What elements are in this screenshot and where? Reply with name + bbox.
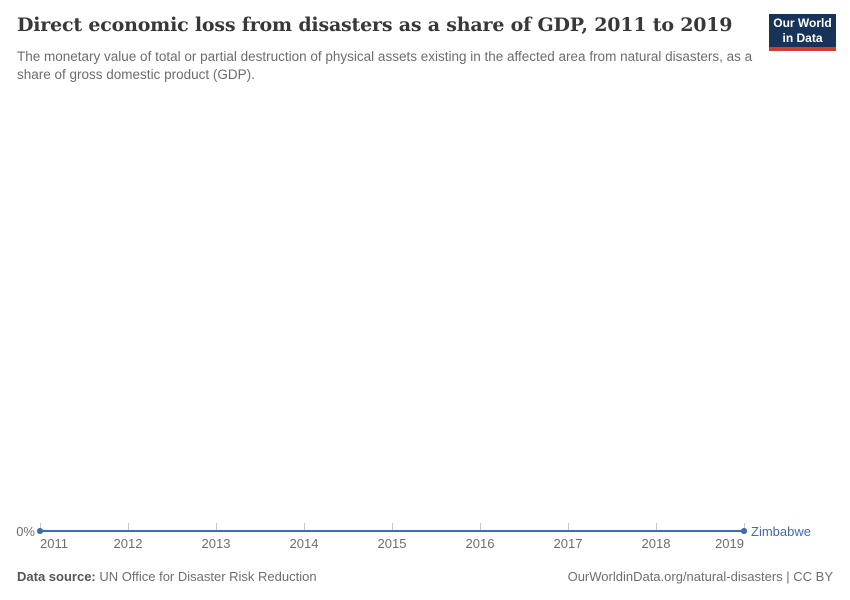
x-axis-tick-label: 2015 <box>377 536 407 551</box>
owid-logo-line1: Our World <box>773 16 832 30</box>
x-axis-tick <box>656 523 657 530</box>
entity-label-zimbabwe[interactable]: Zimbabwe <box>751 524 811 539</box>
credit-link[interactable]: OurWorldinData.org/natural-disasters <box>567 569 783 584</box>
data-point-marker <box>741 528 747 534</box>
credit-separator: | <box>782 569 794 584</box>
x-axis-tick <box>568 523 569 530</box>
x-axis-tick <box>480 523 481 530</box>
x-axis-tick-label: 2011 <box>40 536 68 551</box>
x-axis-tick-label: 2019 <box>715 536 744 551</box>
chart-footer <box>17 569 833 585</box>
x-axis-tick <box>304 523 305 530</box>
chart-subtitle: The monetary value of total or partial destruction of physical assets existing in the affected area from natural disasters, as a share of gross domestic product (GDP). <box>17 49 753 82</box>
data-source-label: Data source: <box>17 569 96 584</box>
x-axis-tick-label: 2016 <box>465 536 495 551</box>
data-line-zimbabwe <box>40 530 744 533</box>
chart-title: Direct economic loss from disasters as a share of GDP, 2011 to 2019 <box>17 14 733 36</box>
x-axis-tick <box>128 523 129 530</box>
x-axis-tick-label: 2017 <box>553 536 583 551</box>
data-source-value: UN Office for Disaster Risk Reduction <box>95 569 317 584</box>
x-axis-tick-label: 2014 <box>289 536 319 551</box>
x-axis-tick <box>216 523 217 530</box>
x-axis <box>40 523 744 557</box>
data-point-marker <box>37 528 43 534</box>
x-axis-tick <box>392 523 393 530</box>
data-source-note <box>17 569 317 585</box>
y-axis-zero-label: 0% <box>16 524 35 539</box>
x-axis-tick-label: 2013 <box>201 536 231 551</box>
owid-logo <box>769 14 836 51</box>
credit-license: CC BY <box>793 569 833 584</box>
credit-note <box>568 569 833 585</box>
owid-logo-line2: in Data <box>782 30 823 45</box>
x-axis-tick-label: 2012 <box>113 536 143 551</box>
x-axis-tick-label: 2018 <box>641 536 671 551</box>
